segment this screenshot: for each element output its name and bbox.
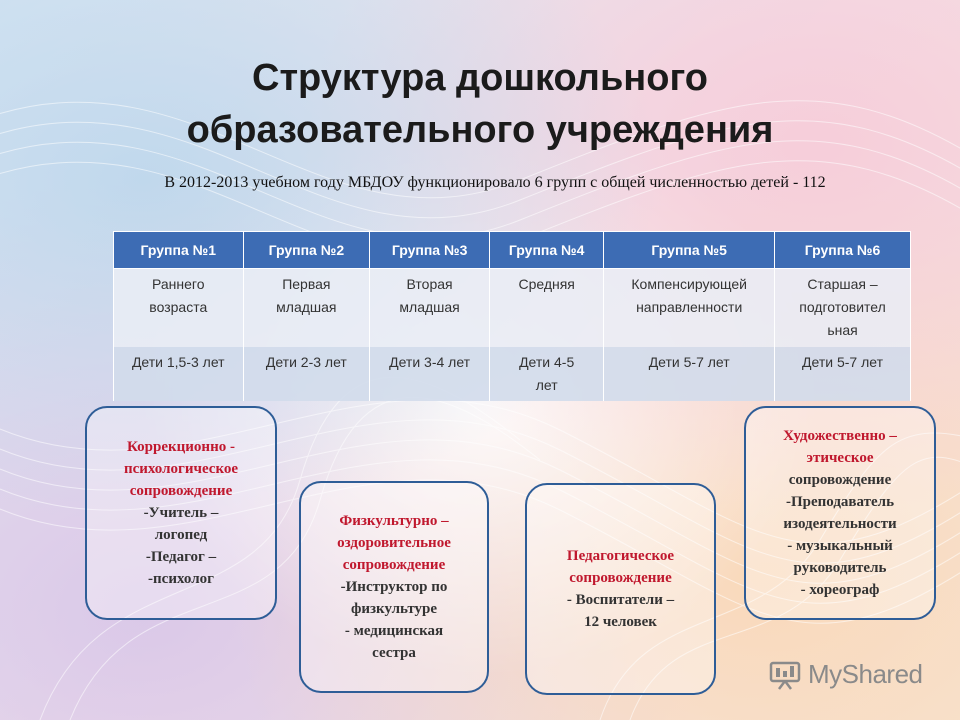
page-title [80, 52, 880, 156]
cell-line: младшая [276, 299, 337, 315]
cell-line: ьная [827, 322, 858, 338]
cell-line: Вторая [406, 276, 453, 292]
cell-age-4 [490, 347, 604, 401]
header-group-4: Группа №4 [490, 232, 604, 269]
box-item: -Инструктор по [340, 579, 448, 595]
artistic-support-box [744, 406, 936, 620]
box-heading: сопровождение [342, 557, 446, 573]
box-heading: этическое [806, 450, 874, 466]
cell-type-6 [775, 269, 911, 348]
box-item: сестра [372, 645, 416, 661]
cell-line: Первая [282, 276, 331, 292]
box-item: - Воспитатели – [566, 592, 675, 608]
cell-line: Раннего [152, 276, 205, 292]
box-item: руководитель [793, 560, 887, 576]
cell-line: младшая [399, 299, 460, 315]
box-item: - хореограф [800, 582, 880, 598]
cell-line: Дети 3-4 лет [389, 354, 471, 370]
cell-age-5 [604, 347, 775, 401]
cell-line: направленности [636, 299, 743, 315]
presentation-icon [768, 657, 802, 691]
box-heading: Коррекционно - [127, 439, 235, 455]
box-heading: Художественно – [783, 428, 897, 444]
box-heading: психологическое [123, 461, 239, 477]
cell-line: Средняя [518, 276, 575, 292]
pedagogical-support-box [525, 483, 716, 695]
box-heading-plain: сопровождение [788, 472, 892, 488]
subtitle: В 2012-2013 учебном году МБДОУ функционировало 6 групп с общей численностью детей - 112 [164, 174, 826, 191]
box-item: -психолог [148, 571, 214, 587]
cell-line: подготовител [799, 299, 886, 315]
cell-type-5 [604, 269, 775, 348]
groups-table [113, 231, 911, 401]
box-heading: оздоровительное [337, 535, 451, 551]
cell-age-2 [243, 347, 370, 401]
box-item: -Преподаватель [785, 494, 895, 510]
box-heading: сопровождение [569, 570, 672, 586]
cell-type-2 [243, 269, 370, 348]
box-item: физкультуре [350, 601, 438, 617]
box-item: 12 человек [584, 614, 657, 630]
cell-line: Дети 2-3 лет [265, 354, 347, 370]
physical-support-box [299, 481, 489, 693]
cell-line: Компенсирующей [631, 276, 747, 292]
cell-type-1 [114, 269, 244, 348]
myshared-logo[interactable] [768, 656, 923, 692]
box-item: -Учитель – [143, 505, 219, 521]
title-line-1: Структура дошкольного [252, 57, 708, 99]
cell-line: возраста [149, 299, 208, 315]
title-line-2: образовательного учреждения [186, 109, 774, 151]
cell-type-4 [490, 269, 604, 348]
header-group-1: Группа №1 [114, 232, 244, 269]
cell-age-3 [370, 347, 490, 401]
box-item: -Педагог – [145, 549, 217, 565]
box-heading: Физкультурно – [339, 513, 449, 529]
box-item: изодеятельности [783, 516, 897, 532]
cell-line: Старшая – [807, 276, 878, 292]
cell-type-3 [370, 269, 490, 348]
cell-line: Дети 4-5 [519, 354, 575, 370]
cell-age-1 [114, 347, 244, 401]
box-item: логопед [154, 527, 208, 543]
cell-age-6 [775, 347, 911, 401]
box-item: - музыкальный [787, 538, 893, 554]
cell-line: Дети 5-7 лет [802, 354, 883, 370]
header-group-5: Группа №5 [604, 232, 775, 269]
table-row-types [114, 269, 911, 348]
correction-support-box [85, 406, 277, 620]
table-row-ages [114, 347, 911, 401]
cell-line: Дети 1,5-3 лет [131, 354, 225, 370]
header-group-6: Группа №6 [775, 232, 911, 269]
header-group-3: Группа №3 [370, 232, 490, 269]
box-item: - медицинская [344, 623, 444, 639]
logo-text: MyShared [808, 658, 923, 689]
cell-line: Дети 5-7 лет [648, 354, 730, 370]
table-header-row [114, 232, 911, 269]
box-heading: сопровождение [129, 483, 233, 499]
header-group-2: Группа №2 [243, 232, 370, 269]
cell-line: лет [535, 377, 558, 393]
box-heading: Педагогическое [566, 548, 675, 564]
